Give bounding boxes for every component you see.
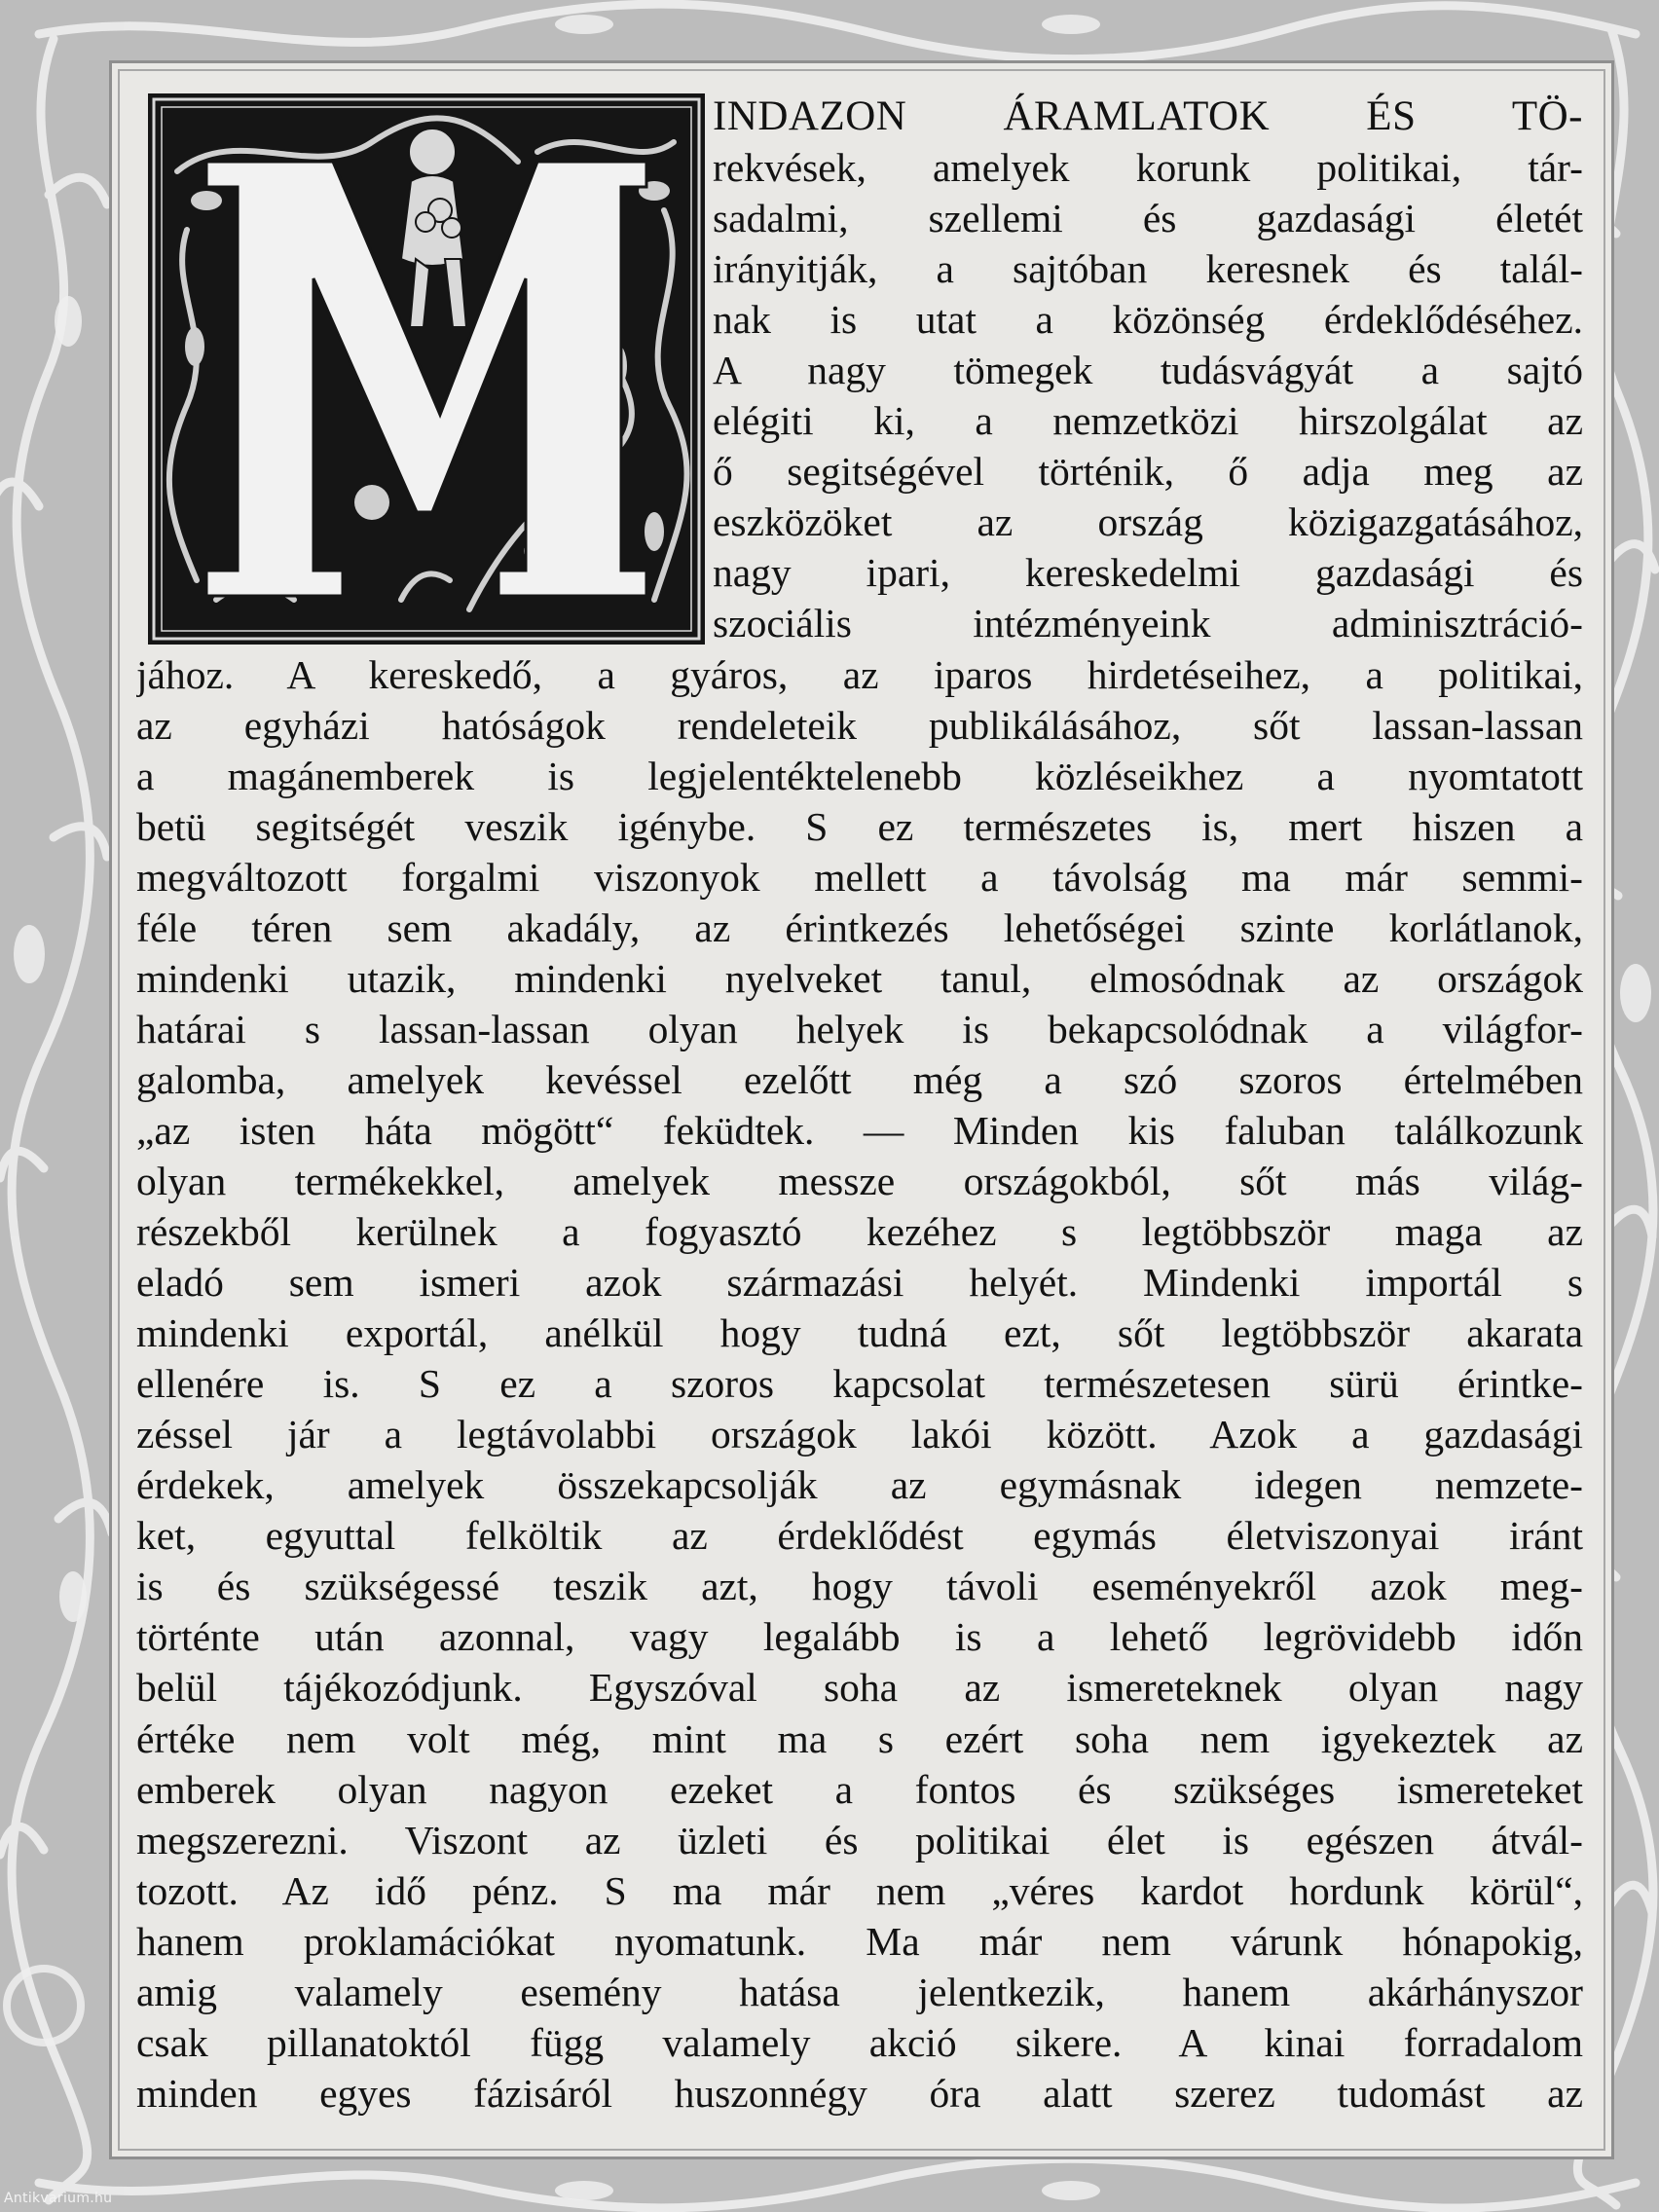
text-line: érdekek, amelyek összekapcsolják az egymásnak idegen nemzete- xyxy=(136,1462,1583,1508)
text-line: részekből kerülnek a fogyasztó kezéhez s legtöbbször maga az xyxy=(136,1209,1583,1255)
text-line: féle téren sem akadály, az érintkezés lehetőségei szinte korlátlanok, xyxy=(136,904,1583,950)
text-line: is és szükségessé teszik azt, hogy távoli eseményekről azok meg- xyxy=(136,1564,1583,1609)
text-line: értéke nem volt még, mint ma s ezért soha nem igyekeztek az xyxy=(136,1715,1583,1761)
text-line: „az isten háta mögött“ feküdtek. — Minden kis faluban találkozunk xyxy=(136,1107,1583,1153)
text-line: hanem proklamációkat nyomatunk. Ma már nem várunk hónapokig, xyxy=(136,1918,1583,1964)
text-line: zéssel jár a legtávolabbi országok lakói között. Azok a gazdasági xyxy=(136,1412,1583,1457)
text-line: minden egyes fázisáról huszonnégy óra alatt szerez tudomást az xyxy=(136,2070,1583,2116)
text-line: INDAZON ÁRAMLATOK ÉS TÖ- xyxy=(713,93,1583,139)
text-line: eladó sem ismeri azok származási helyét. Mindenki importál s xyxy=(136,1260,1583,1306)
text-line: mindenki exportál, anélkül hogy tudná ezt, sőt legtöbbször akarata xyxy=(136,1310,1583,1356)
text-line: belül tájékozódjunk. Egyszóval soha az ismereteknek olyan nagy xyxy=(136,1665,1583,1711)
text-line: amig valamely esemény hatása jelentkezik, hanem akárhányszor xyxy=(136,1969,1583,2014)
text-line: A nagy tömegek tudásvágyát a sajtó xyxy=(713,348,1583,393)
watermark: Antikvarium.hu xyxy=(4,2191,113,2206)
article-body xyxy=(136,92,1583,2119)
text-line: olyan termékekkel, amelyek messze országokból, sőt más világ- xyxy=(136,1158,1583,1203)
text-line: ellenére is. S ez a szoros kapcsolat természetesen sürü érintke- xyxy=(136,1361,1583,1407)
text-line: történte után azonnal, vagy legalább is a lehető legrövidebb időn xyxy=(136,1614,1583,1660)
text-line: határai s lassan-lassan olyan helyek is bekapcsolódnak a világfor- xyxy=(136,1006,1583,1051)
text-line: a magánemberek is legjelentéktelenebb közléseikhez a nyomtatott xyxy=(136,753,1583,798)
text-line: megváltozott forgalmi viszonyok mellett a távolság ma már semmi- xyxy=(136,854,1583,900)
text-line: emberek olyan nagyon ezeket a fontos és szükséges ismereteket xyxy=(136,1766,1583,1812)
text-line: rekvések, amelyek korunk politikai, tár- xyxy=(713,145,1583,191)
text-line: elégiti ki, a nemzetközi hirszolgálat az xyxy=(713,398,1583,444)
text-line: irányitják, a sajtóban keresnek és talál- xyxy=(713,246,1583,292)
text-line: nagy ipari, kereskedelmi gazdasági és xyxy=(713,550,1583,596)
text-line: csak pillanatoktól függ valamely akció sikere. A kinai forradalom xyxy=(136,2019,1583,2065)
text-line: nak is utat a közönség érdeklődéséhez. xyxy=(713,297,1583,343)
text-line: ket, egyuttal felköltik az érdeklődést egymás életviszonyai iránt xyxy=(136,1513,1583,1559)
text-line: eszközöket az ország közigazgatásához, xyxy=(713,499,1583,545)
text-line: ő segitségével történik, ő adja meg az xyxy=(713,449,1583,495)
text-line: betü segitségét veszik igénybe. S ez természetes is, mert hiszen a xyxy=(136,803,1583,849)
text-line: mindenki utazik, mindenki nyelveket tanul, elmosódnak az országok xyxy=(136,955,1583,1001)
text-line: szociális intézményeink adminisztráció- xyxy=(713,601,1583,646)
text-line: tozott. Az idő pénz. S ma már nem „véres kardot hordunk körül“, xyxy=(136,1867,1583,1913)
text-line: az egyházi hatóságok rendeleteik publikálásához, sőt lassan-lassan xyxy=(136,702,1583,748)
text-line: jához. A kereskedő, a gyáros, az iparos hirdetéseihez, a politikai, xyxy=(136,651,1583,697)
text-line: galomba, amelyek kevéssel ezelőtt még a szó szoros értelmében xyxy=(136,1056,1583,1102)
text-line: sadalmi, szellemi és gazdasági életét xyxy=(713,196,1583,241)
text-line: megszerezni. Viszont az üzleti és politikai élet is egészen átvál- xyxy=(136,1817,1583,1862)
